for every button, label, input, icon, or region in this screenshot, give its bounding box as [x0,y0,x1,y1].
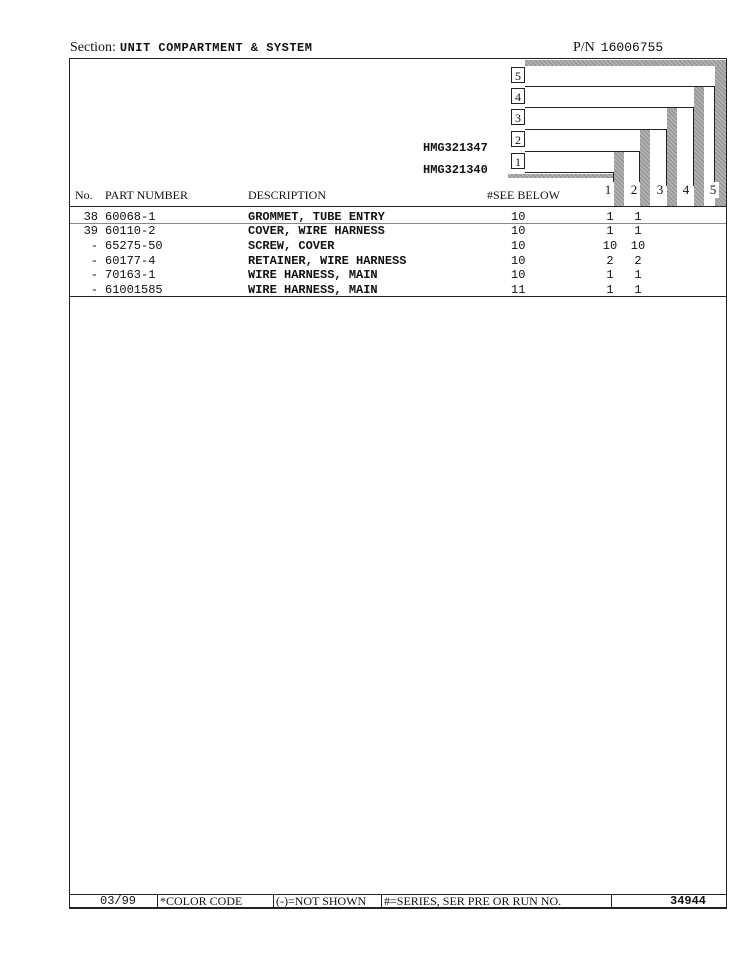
row-description: WIRE HARNESS, MAIN [248,283,378,297]
row-part-number: 60110-2 [105,224,156,238]
row-series: 11 [511,283,526,297]
table-row [0,210,750,224]
col-header-qty-2: 2 [628,182,640,198]
row-qty-2: 1 [634,224,642,238]
row-qty-2: 10 [630,239,646,253]
row-series: 10 [511,268,526,282]
row-part-number: 60068-1 [105,210,156,224]
row-qty-1: 2 [606,254,614,268]
row-part-number: 61001585 [105,283,163,297]
table-row [0,254,750,268]
footer-date: 03/99 [100,894,137,908]
row-series: 10 [511,239,526,253]
matrix-base-shade [508,174,614,178]
row-part-number: 60177-4 [105,254,156,268]
section-value: UNIT COMPARTMENT & SYSTEM [119,41,313,55]
matrix-box-3: 3 [511,109,525,125]
col-header-description: DESCRIPTION [248,188,327,202]
model-code-1: HMG321340 [423,163,488,177]
footer-legend [69,894,727,909]
row-qty-2: 1 [634,210,642,224]
table-row [0,224,750,238]
row-no: - [90,283,98,297]
row-qty-2: 2 [634,254,642,268]
part-number-header [573,40,663,56]
col-header-part-number: PART NUMBER [105,188,188,202]
matrix-box-2: 2 [511,131,525,147]
table-row [0,283,750,297]
matrix-top-shade [525,60,726,66]
table-row [0,239,750,253]
row-series: 10 [511,254,526,268]
row-qty-1: 1 [606,283,614,297]
row-part-number: 70163-1 [105,268,156,282]
matrix-shade-col-3 [667,107,677,206]
row-description: GROMMET, TUBE ENTRY [248,210,385,224]
section-header [70,40,312,56]
row-description: RETAINER, WIRE HARNESS [248,254,407,268]
row-qty-1: 1 [606,210,614,224]
row-description: WIRE HARNESS, MAIN [248,268,378,282]
footer-series-note: #=SERIES, SER PRE OR RUN NO. [384,894,562,908]
matrix-shade-col-4 [694,86,704,206]
footer-doc-number: 34944 [670,894,707,908]
matrix-box-5: 5 [511,67,525,83]
col-header-qty-5: 5 [707,182,719,198]
row-description: SCREW, COVER [248,239,335,253]
pn-label: P/N [573,40,595,55]
row-no: 39 [83,224,98,238]
row-qty-1: 1 [606,224,614,238]
row-qty-1: 1 [606,268,614,282]
row-no: - [90,239,98,253]
col-header-qty-3: 3 [654,182,666,198]
header-rule [70,206,726,207]
row-series: 10 [511,210,526,224]
row-series: 10 [511,224,526,238]
row-no: - [90,268,98,282]
pn-value: 16006755 [600,40,664,55]
row-qty-1: 10 [602,239,618,253]
row-no: - [90,254,98,268]
col-header-no: No. [75,188,93,202]
matrix-box-1: 1 [511,153,525,169]
col-header-series: #SEE BELOW [487,188,560,202]
matrix-shade-col-2 [640,129,650,206]
row-description: COVER, WIRE HARNESS [248,224,385,238]
footer-not-shown: (-)=NOT SHOWN [276,894,367,908]
col-header-qty-4: 4 [680,182,692,198]
col-header-qty-1: 1 [602,182,614,198]
row-qty-2: 1 [634,283,642,297]
model-code-2: HMG321347 [423,141,488,155]
row-no: 38 [83,210,98,224]
table-row [0,268,750,282]
matrix-shade-col-1 [614,151,624,206]
matrix-box-4: 4 [511,88,525,104]
section-label: Section: [70,40,116,55]
row-qty-2: 1 [634,268,642,282]
footer-color-code: *COLOR CODE [160,894,243,908]
row-part-number: 65275-50 [105,239,163,253]
